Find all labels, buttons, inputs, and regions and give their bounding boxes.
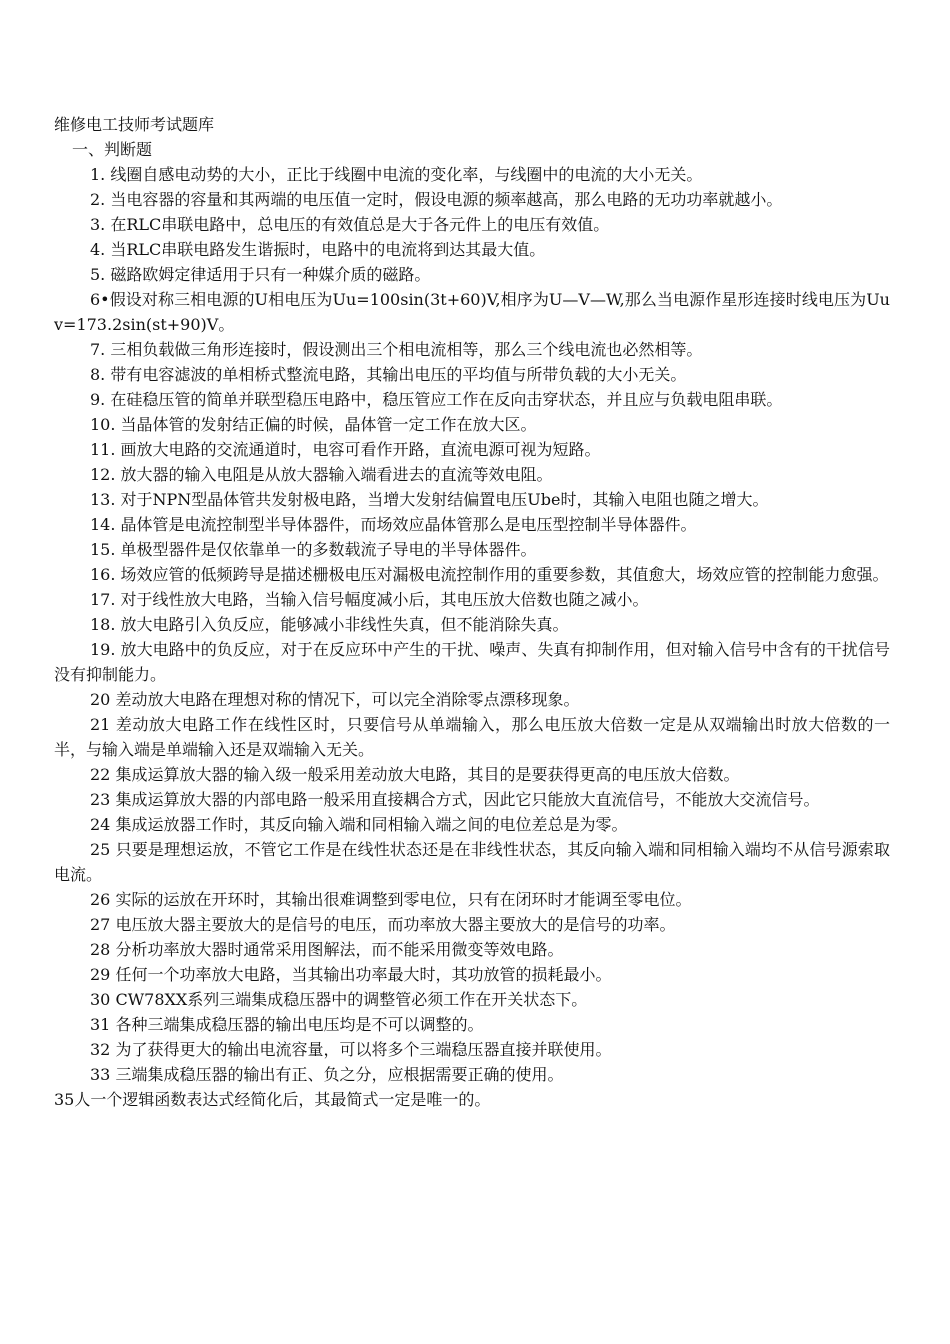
question-item: 26 实际的运放在开环时，其输出很难调整到零电位，只有在闭环时才能调至零电位。	[90, 890, 692, 909]
question-item: 21 差动放大电路工作在线性区时，只要信号从单端输入，那么电压放大倍数一定是从双端输出时放大倍数的一半，与输入端是单端输入还是双端输入无关。	[54, 715, 890, 759]
question-item: 3. 在RLC串联电路中，总电压的有效值总是大于各元件上的电压有效值。	[90, 215, 610, 234]
question-item: 23 集成运算放大器的内部电路一般采用直接耦合方式，因此它只能放大直流信号，不能放大交流信号。	[90, 790, 820, 809]
question-item: 17. 对于线性放大电路，当输入信号幅度减小后，其电压放大倍数也随之减小。	[90, 590, 649, 609]
question-item: 25 只要是理想运放，不管它工作是在线性状态还是在非线性状态，其反向输入端和同相输入端均不从信号源索取电流。	[54, 840, 890, 884]
question-item: 18. 放大电路引入负反应，能够减小非线性失真，但不能消除失真。	[90, 615, 569, 634]
question-item: 14. 晶体管是电流控制型半导体器件，而场效应晶体管那么是电压型控制半导体器件。	[90, 515, 697, 534]
question-item: 15. 单极型器件是仅依靠单一的多数载流子导电的半导体器件。	[90, 540, 537, 559]
question-item: 20 差动放大电路在理想对称的情况下，可以完全消除零点漂移现象。	[90, 690, 580, 709]
question-item: 31 各种三端集成稳压器的输出电压均是不可以调整的。	[90, 1015, 484, 1034]
question-item: 11. 画放大电路的交流通道时，电容可看作开路，直流电源可视为短路。	[90, 440, 601, 459]
question-item: 30 CW78XX系列三端集成稳压器中的调整管必须工作在开关状态下。	[90, 990, 588, 1009]
question-item: 1. 线圈自感电动势的大小，正比于线圈中电流的变化率，与线圈中的电流的大小无关。	[90, 165, 703, 184]
question-item: 35人一个逻辑函数表达式经简化后，其最简式一定是唯一的。	[54, 1090, 491, 1109]
question-item: 16. 场效应管的低频跨导是描述栅极电压对漏极电流控制作用的重要参数，其值愈大，场效应管的控制能力愈强。	[90, 565, 889, 584]
question-item: 27 电压放大器主要放大的是信号的电压，而功率放大器主要放大的是信号的功率。	[90, 915, 676, 934]
question-item: 32 为了获得更大的输出电流容量，可以将多个三端稳压器直接并联使用。	[90, 1040, 612, 1059]
question-item: 24 集成运放器工作时，其反向输入端和同相输入端之间的电位差总是为零。	[90, 815, 628, 834]
question-item: 13. 对于NPN型晶体管共发射极电路，当增大发射结偏置电压Ube时，其输入电阻也随之增大。	[90, 490, 769, 509]
question-item: 19. 放大电路中的负反应，对于在反应环中产生的干扰、噪声、失真有抑制作用，但对输入信号中含有的干扰信号没有抑制能力。	[54, 640, 890, 684]
question-item: 28 分析功率放大器时通常采用图解法，而不能采用微变等效电路。	[90, 940, 564, 959]
section-heading: 一、判断题	[72, 140, 153, 159]
question-item: 4. 当RLC串联电路发生谐振时，电路中的电流将到达其最大值。	[90, 240, 546, 259]
document-title: 维修电工技师考试题库	[54, 115, 215, 134]
question-item: 29 任何一个功率放大电路，当其输出功率最大时，其功放管的损耗最小。	[90, 965, 612, 984]
question-item: 8. 带有电容滤波的单相桥式整流电路，其输出电压的平均值与所带负载的大小无关。	[90, 365, 687, 384]
question-item: 7. 三相负载做三角形连接时，假设测出三个相电流相等，那么三个线电流也必然相等。	[90, 340, 703, 359]
question-item: 10. 当晶体管的发射结正偏的时候，晶体管一定工作在放大区。	[90, 415, 537, 434]
document-page	[54, 112, 890, 1112]
question-item: 12. 放大器的输入电阻是从放大器输入端看进去的直流等效电阻。	[90, 465, 553, 484]
question-item: 22 集成运算放大器的输入级一般采用差动放大电路，其目的是要获得更高的电压放大倍数。	[90, 765, 740, 784]
question-item: 6•假设对称三相电源的U相电压为Uu=100sin(3t+60)V,相序为U—V—W,那么当电源作星形连接时线电压为Uuv=173.2sin(st+90)V。	[54, 290, 890, 334]
question-item: 5. 磁路欧姆定律适用于只有一种媒介质的磁路。	[90, 265, 431, 284]
question-item: 2. 当电容器的容量和其两端的电压值一定时，假设电源的频率越高，那么电路的无功功率就越小。	[90, 190, 783, 209]
question-item: 9. 在硅稳压管的简单并联型稳压电路中，稳压管应工作在反向击穿状态，并且应与负载电阻串联。	[90, 390, 783, 409]
question-item: 33 三端集成稳压器的输出有正、负之分，应根据需要正确的使用。	[90, 1065, 564, 1084]
